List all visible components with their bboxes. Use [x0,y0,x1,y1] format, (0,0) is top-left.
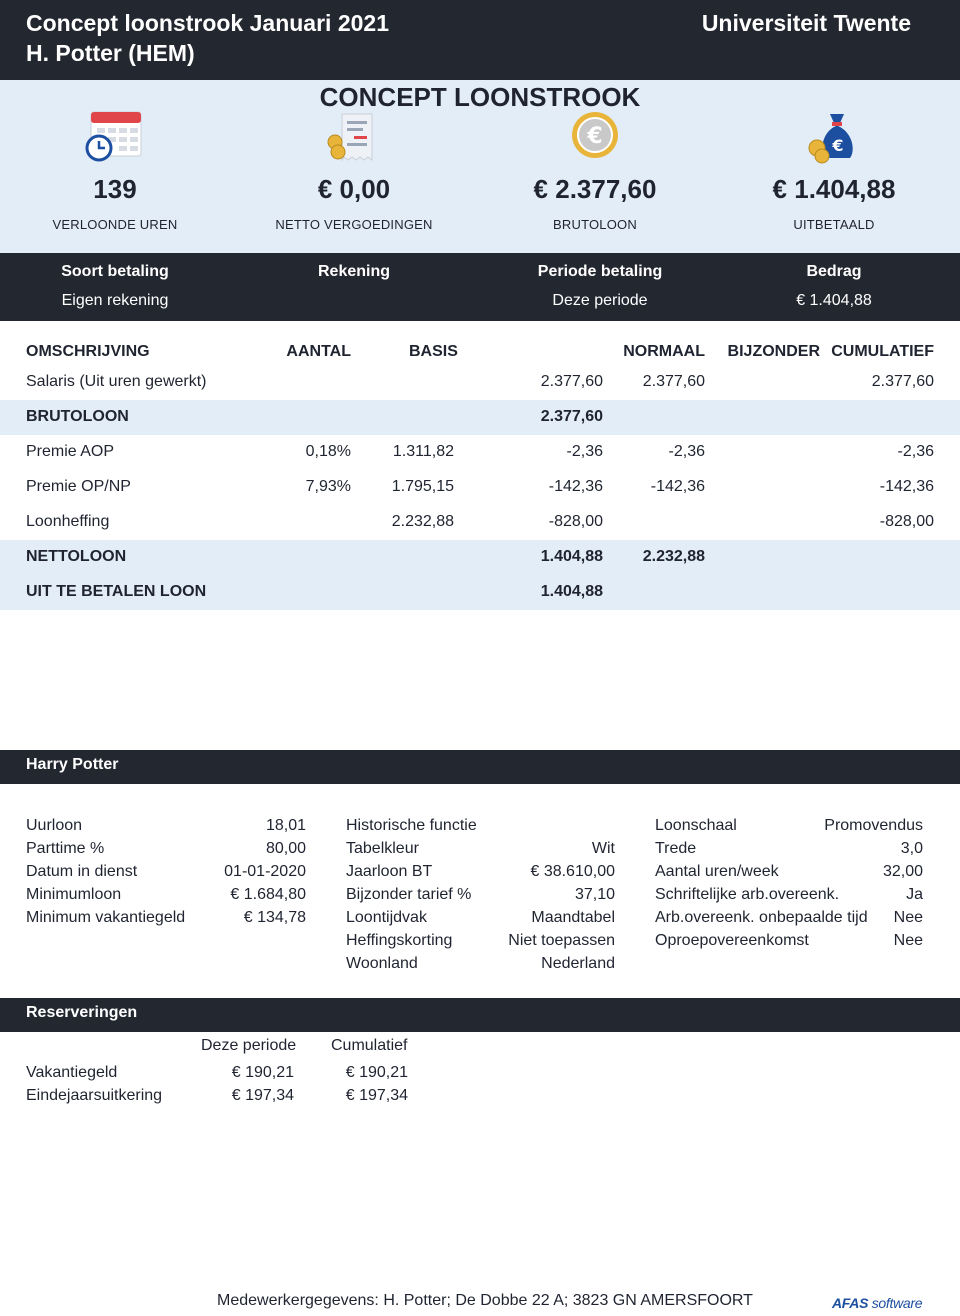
summary-panel [0,80,960,253]
detail-item [26,817,306,840]
money-bag-icon [804,110,864,164]
cell-cumulatief: -2,36 [897,443,934,460]
detail-item [655,840,923,863]
table-row [0,470,960,505]
table-row [0,365,960,400]
detail-item [26,909,306,932]
detail-item [26,840,306,863]
cell-omschrijving: UIT TE BETALEN LOON [26,583,207,600]
employee-address: Medewerkergegevens: H. Potter; De Dobbe 22 A; 3823 GN AMERSFOORT [217,1292,753,1309]
page-header [0,0,960,80]
detail-item [26,886,306,909]
euro-coin-icon [565,110,625,164]
detail-value: € 38.610,00 [530,863,615,880]
detail-key: Tabelkleur [346,840,419,857]
logo-brand: AFAS [832,1295,869,1311]
payment-value: Deze periode [552,292,648,309]
cell-omschrijving: Premie AOP [26,443,115,460]
detail-key: Datum in dienst [26,863,138,880]
card-value: € 1.404,88 [772,174,896,204]
detail-item [346,955,615,978]
payment-header: Bedrag [806,263,862,280]
detail-value: Nee [893,932,923,949]
resv-col-label: Deze periode [201,1037,297,1054]
detail-key: Parttime % [26,840,105,857]
svg-text:€: € [587,124,603,149]
detail-value: Nederland [541,955,615,972]
detail-value: 01-01-2020 [224,863,306,880]
detail-value: Nee [893,909,923,926]
logo-suffix: software [868,1295,923,1311]
cell-basis: 1.795,15 [391,478,454,495]
resv-item-label: Eindejaarsuitkering [26,1087,163,1104]
resv-item-label: Vakantiegeld [26,1064,118,1081]
card-value: € 0,00 [317,174,391,204]
cell-cumulatief: -142,36 [879,478,934,495]
table-row [0,540,960,575]
cell-omschrijving: NETTOLOON [26,548,127,565]
payment-header: Periode betaling [537,263,663,280]
resv-col-label: Cumulatief [331,1037,408,1054]
cell-normaal: 2.377,60 [642,373,705,390]
card-label: VERLOONDE UREN [52,217,178,232]
detail-value: € 134,78 [243,909,306,926]
payment-value: Eigen rekening [61,292,169,309]
payslip-title: Concept loonstrook Januari 2021 [26,10,389,36]
cell-bedrag: 2.377,60 [540,408,603,425]
resv-item-cumulatief: € 197,34 [345,1087,408,1104]
cell-bedrag: -142,36 [548,478,603,495]
resv-col-periode [201,1037,296,1060]
detail-key: Minimum vakantiegeld [26,909,186,926]
receipt-coins-icon [324,110,384,164]
cell-bedrag: 2.377,60 [540,373,603,390]
detail-item [26,863,306,886]
reserveringen-header [0,998,960,1032]
col-normaal: NORMAAL [623,343,705,360]
detail-key: Uurloon [26,817,83,834]
detail-key: Heffingskorting [346,932,453,949]
detail-value: Niet toepassen [508,932,615,949]
resv-item-periode: € 190,21 [231,1064,294,1081]
card-uitbetaald [714,110,954,232]
col-basis: BASIS [409,343,458,360]
detail-value: 32,00 [882,863,923,880]
cell-bedrag: 1.404,88 [540,583,603,600]
detail-item [346,932,615,955]
resv-item-periode: € 197,34 [231,1087,294,1104]
detail-value: Wit [591,840,615,857]
cell-cumulatief: 2.377,60 [871,373,934,390]
detail-key: Minimumloon [26,886,122,903]
detail-key: Arb.overeenk. onbepaalde tijd [655,909,868,926]
detail-value: € 1.684,80 [230,886,306,903]
resv-col-cumulatief [331,1037,407,1060]
detail-value: 37,10 [574,886,615,903]
cell-aantal: 0,18% [305,443,351,460]
cell-bedrag: 1.404,88 [540,548,603,565]
table-row [0,575,960,610]
card-value: 139 [93,174,137,204]
employee-section-header [0,750,960,784]
summary-title: CONCEPT LOONSTROOK [319,82,641,112]
table-row [0,505,960,540]
detail-value: Maandtabel [531,909,615,926]
detail-key: Aantal uren/week [655,863,779,880]
card-netto-vergoedingen [234,110,474,232]
employee-name: H. Potter (HEM) [26,40,195,66]
calendar-clock-icon [85,110,145,164]
cell-bedrag: -2,36 [566,443,603,460]
detail-value: 80,00 [265,840,306,857]
col-aantal: AANTAL [286,343,351,360]
payment-header: Soort betaling [61,263,169,280]
detail-item [346,909,615,932]
col-omschrijving: OMSCHRIJVING [26,343,150,360]
employee-full-name: Harry Potter [26,756,119,773]
cell-basis: 2.232,88 [391,513,454,530]
detail-item [346,886,615,909]
card-brutoloon [475,110,715,232]
cell-omschrijving: Premie OP/NP [26,478,131,495]
detail-key: Loonschaal [655,817,737,834]
detail-value: 3,0 [900,840,923,857]
card-label: BRUTOLOON [553,217,637,232]
cell-normaal: 2.232,88 [642,548,705,565]
cell-normaal: -2,36 [668,443,705,460]
cell-omschrijving: BRUTOLOON [26,408,129,425]
cell-aantal: 7,93% [305,478,351,495]
payment-value: € 1.404,88 [796,292,872,309]
detail-key: Bijzonder tarief % [346,886,472,903]
detail-item [655,817,923,840]
table-row [0,435,960,470]
detail-item [655,932,923,955]
detail-value: Ja [906,886,923,903]
detail-key: Oproepovereenkomst [655,932,809,949]
payment-strip [0,253,960,321]
detail-key: Loontijdvak [346,909,427,926]
detail-key: Historische functie [346,817,477,834]
detail-key: Jaarloon BT [346,863,433,880]
detail-value: Promovendus [824,817,923,834]
organization-name: Universiteit Twente [701,10,911,36]
detail-value: 18,01 [265,817,306,834]
cell-omschrijving: Loonheffing [26,513,110,530]
svg-text:€: € [832,136,844,155]
cell-omschrijving: Salaris (Uit uren gewerkt) [26,373,207,390]
afas-logo [832,1295,922,1311]
detail-item [655,909,923,932]
card-verloonde-uren [0,110,235,232]
col-cumulatief: CUMULATIEF [831,343,934,360]
reserveringen-title: Reserveringen [26,1004,138,1021]
detail-key: Schriftelijke arb.overeenk. [655,886,840,903]
card-label: UITBETAALD [793,217,875,232]
payment-header: Rekening [317,263,390,280]
detail-item [655,863,923,886]
card-label: NETTO VERGOEDINGEN [275,217,433,232]
detail-item [655,886,923,909]
resv-item-cumulatief: € 190,21 [345,1064,408,1081]
detail-key: Woonland [346,955,418,972]
card-value: € 2.377,60 [533,174,657,204]
col-bijzonder: BIJZONDER [727,343,820,360]
cell-bedrag: -828,00 [548,513,603,530]
detail-item [346,840,615,863]
detail-item [346,817,615,840]
cell-normaal: -142,36 [650,478,705,495]
detail-key: Trede [655,840,697,857]
detail-item [346,863,615,886]
table-row [0,400,960,435]
cell-cumulatief: -828,00 [879,513,934,530]
cell-basis: 1.311,82 [392,443,454,460]
